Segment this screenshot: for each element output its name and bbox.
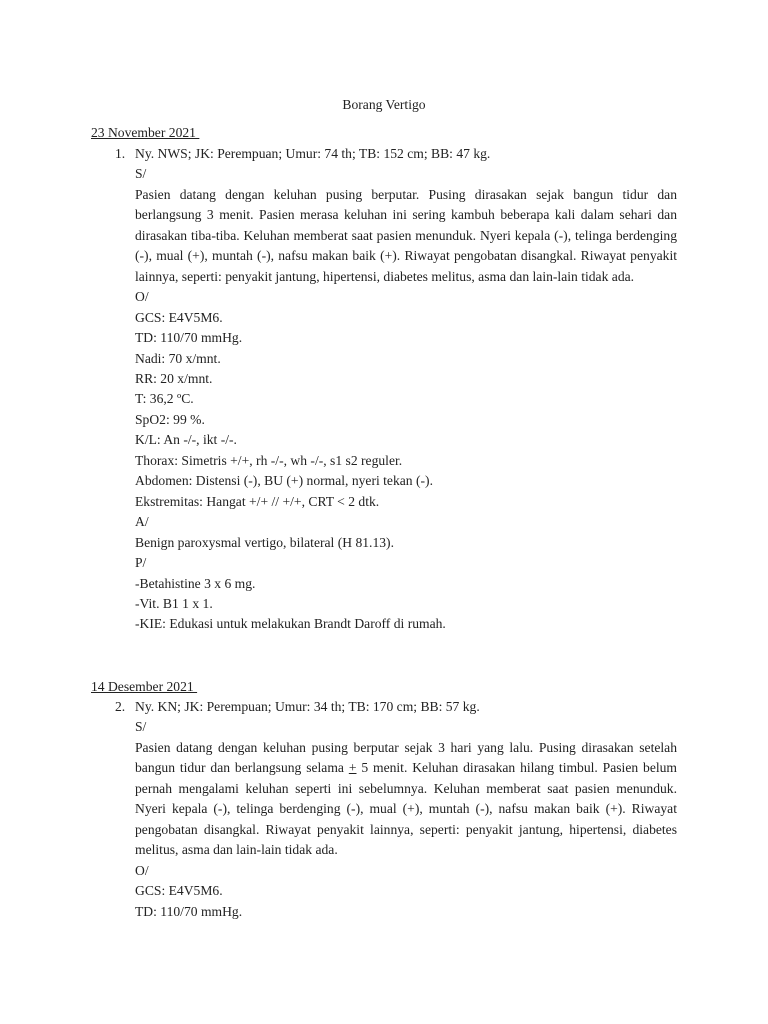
- entry-number: 1.: [115, 146, 126, 161]
- entry-date: 14 Desember 2021: [91, 679, 198, 694]
- plan-line: -Vit. B1 1 x 1.: [135, 595, 213, 611]
- plan-line: -Betahistine 3 x 6 mg.: [135, 575, 256, 591]
- subjective-text: Pasien datang dengan keluhan pusing berputar. Pusing dirasakan sejak bangun tidur dan berlangsung 3 menit. Pasien merasa keluhan ini sering kambuh beberapa kali dalam sehari dan dirasakan tiba-tiba. Keluhan memberat saat pasien menunduk. Nyeri kepala (-), telinga berdenging (-), mual (+), muntah (-), nafsu makan baik (+). Riwayat pengobatan disangkal. Riwayat penyakit lainnya, seperti: penyakit jantung, hipertensi, diabetes melitus, asma dan lain-lain tidak ada.: [135, 186, 677, 284]
- objective-line: TD: 110/70 mmHg.: [135, 903, 243, 919]
- plus-minus-sign: +: [348, 760, 357, 776]
- objective-line: RR: 20 x/mnt.: [135, 370, 213, 386]
- subjective-text: [135, 738, 677, 861]
- patient-info: Ny. KN; JK: Perempuan; Umur: 34 th; TB: 170 cm; BB: 57 kg.: [135, 699, 480, 714]
- assessment-label: A/: [135, 514, 149, 530]
- entry-body: [135, 144, 677, 635]
- entry-number: 2.: [115, 699, 126, 714]
- subjective-text-part: 5 menit. Keluhan dirasakan hilang timbul. Pasien belum pernah mengalami keluhan seperti ini sebelumnya. Keluhan memberat saat pasien menunduk. Nyeri kepala (-), telinga berdenging (-), mual (+), muntah (-), nafsu makan baik (+). Riwayat pengobatan disangkal. Riwayat penyakit lainnya, seperti: penyakit jantung, hipertensi, diabetes melitus, asma dan lain-lain tidak ada.: [135, 760, 677, 858]
- subjective-label: S/: [135, 166, 147, 182]
- subjective-label: S/: [135, 719, 147, 735]
- objective-line: SpO2: 99 %.: [135, 411, 205, 427]
- patient-info: Ny. NWS; JK: Perempuan; Umur: 74 th; TB: 152 cm; BB: 47 kg.: [135, 146, 491, 161]
- entry-body: [135, 697, 677, 922]
- objective-label: O/: [135, 862, 149, 878]
- objective-line: Nadi: 70 x/mnt.: [135, 350, 221, 366]
- patient-entry: [115, 144, 677, 635]
- patient-entry: [115, 697, 677, 922]
- objective-line: K/L: An -/-, ikt -/-.: [135, 432, 237, 448]
- plan-line: -KIE: Edukasi untuk melakukan Brandt Daroff di rumah.: [135, 616, 446, 632]
- subjective-text-part: Pasien datang dengan keluhan pusing berputar sejak 3 hari yang lalu. Pusing dirasakan setelah bangun tidur dan berlangsung selama: [135, 739, 677, 776]
- objective-line: T: 36,2 ºC.: [135, 391, 194, 407]
- objective-line: Abdomen: Distensi (-), BU (+) normal, nyeri tekan (-).: [135, 473, 433, 489]
- objective-label: O/: [135, 289, 149, 305]
- objective-line: TD: 110/70 mmHg.: [135, 330, 243, 346]
- objective-line: Ekstremitas: Hangat +/+ // +/+, CRT < 2 dtk.: [135, 493, 380, 509]
- objective-line: GCS: E4V5M6.: [135, 309, 223, 325]
- objective-line: GCS: E4V5M6.: [135, 883, 223, 899]
- assessment-text: Benign paroxysmal vertigo, bilateral (H 81.13).: [135, 534, 394, 550]
- entry-date: 23 November 2021: [91, 125, 200, 140]
- objective-line: Thorax: Simetris +/+, rh -/-, wh -/-, s1 s2 reguler.: [135, 452, 403, 468]
- plan-label: P/: [135, 555, 147, 571]
- document-title: Borang Vertigo: [342, 97, 426, 112]
